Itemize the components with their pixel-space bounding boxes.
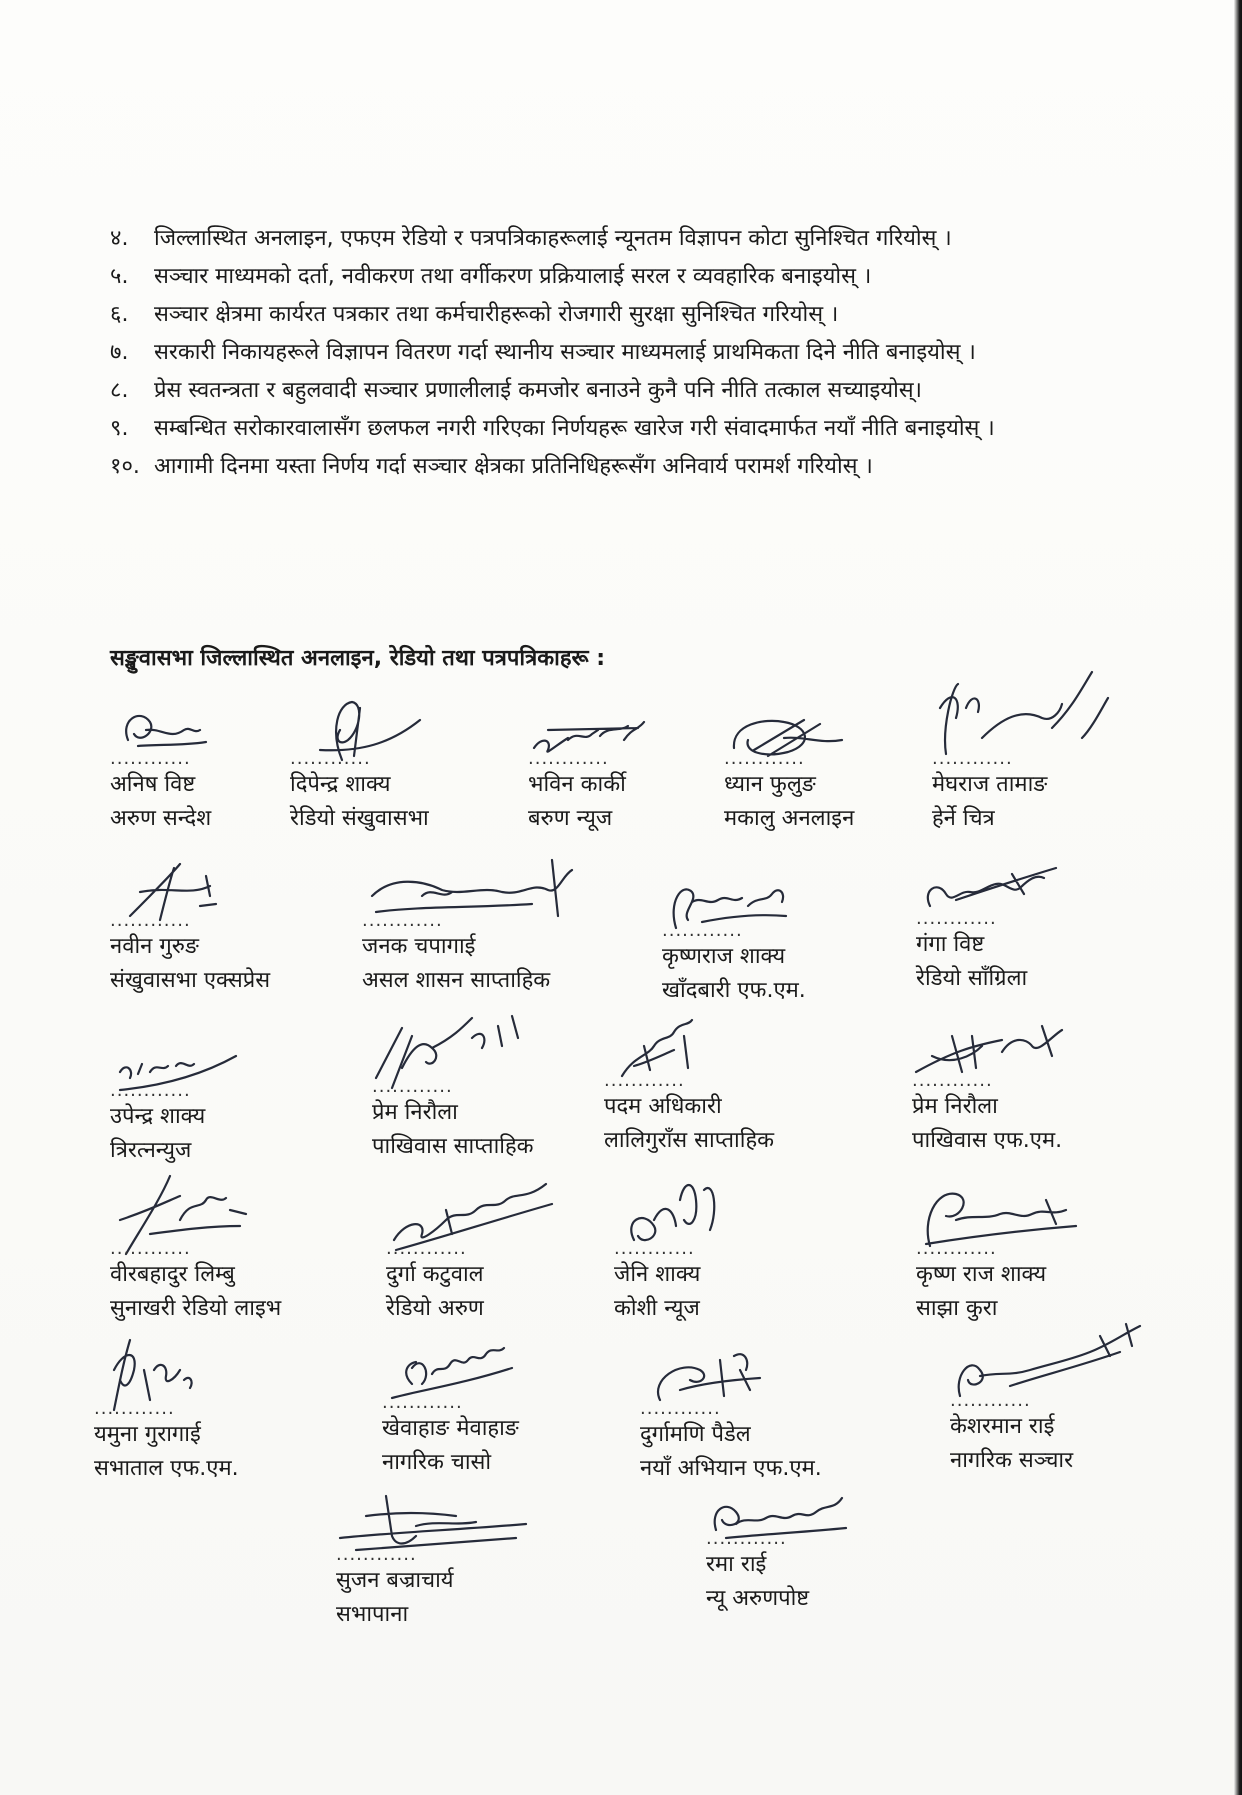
signatory-name: कृष्ण राज शाक्य <box>916 1262 1047 1287</box>
signatory-outlet: त्रिरत्नन्युज <box>110 1138 192 1163</box>
signatory-name: पदम अधिकारी <box>604 1094 722 1119</box>
demand-number: ९. <box>110 416 129 441</box>
signatory-name: खेवाहाङ मेवाहाङ <box>382 1416 519 1441</box>
signature-line: ............ <box>372 1076 453 1097</box>
signatories-heading: सङ्खुवासभा जिल्लास्थित अनलाइन, रेडियो तथा पत्रपत्रिकाहरू : <box>110 646 606 671</box>
demand-text: सञ्चार माध्यमको दर्ता, नवीकरण तथा वर्गीकरण प्रक्रियालाई सरल र व्यवहारिक बनाइयोस् । <box>154 264 872 289</box>
signatory-name: गंगा विष्ट <box>916 932 985 957</box>
signature-line: ............ <box>110 910 191 931</box>
signature-block <box>336 1476 576 1632</box>
signatory-outlet: अरुण सन्देश <box>110 806 212 831</box>
signature-block <box>724 700 964 836</box>
signatory-name: वीरबहादुर लिम्बु <box>110 1262 235 1287</box>
signature-line: ............ <box>662 920 743 941</box>
signatory-outlet: रेडियो साँग्रिला <box>916 966 1028 991</box>
signatory-outlet: नागरिक चासो <box>382 1450 492 1475</box>
demand-item <box>110 334 1120 372</box>
signature-block <box>110 856 350 998</box>
signatory-outlet: सुनाखरी रेडियो लाइभ <box>110 1296 282 1321</box>
signature-block <box>290 700 530 836</box>
signatory-name: दुर्गा कटुवाल <box>386 1262 484 1287</box>
signature-block <box>932 668 1172 836</box>
signatory-outlet: साझा कुरा <box>916 1296 998 1321</box>
signature-line: ............ <box>912 1070 993 1091</box>
signatory-name: ध्यान फुलुङ <box>724 772 816 797</box>
signature-block <box>604 1016 844 1158</box>
signature-block <box>110 1170 350 1326</box>
demand-text: आगामी दिनमा यस्ता निर्णय गर्दा सञ्चार क्षेत्रका प्रतिनिधिहरूसँग अनिवार्य परामर्श गरियोस् । <box>154 454 873 479</box>
signatory-outlet: पाखिवास एफ.एम. <box>912 1128 1063 1153</box>
signatory-name: प्रेम निरौला <box>912 1094 998 1119</box>
demand-text: सम्बन्धित सरोकारवालासँग छलफल नगरी गरिएका निर्णयहरू खारेज गरी संवादमार्फत नयाँ नीति बनाइयोस् । <box>154 416 995 441</box>
signature-block <box>916 860 1156 996</box>
scan-edge-shadow <box>1234 0 1242 1795</box>
demand-text: जिल्लास्थित अनलाइन, एफएम रेडियो र पत्रपत्रिकाहरूलाई न्यूनतम विज्ञापन कोटा सुनिश्चित गरियोस् । <box>154 226 952 251</box>
demand-item <box>110 448 1120 486</box>
signature-line: ............ <box>528 748 609 769</box>
signature-block <box>382 1324 622 1480</box>
demand-item <box>110 258 1120 296</box>
signature-block <box>916 1170 1156 1326</box>
signatory-outlet: सभापाना <box>336 1602 409 1627</box>
signatory-outlet: न्यू अरुणपोष्ट <box>706 1586 810 1611</box>
demand-number: ७. <box>110 340 129 365</box>
signature-line: ............ <box>336 1544 417 1565</box>
signature-line: ............ <box>110 1080 191 1101</box>
signature-line: ............ <box>614 1238 695 1259</box>
signatory-name: दिपेन्द्र शाक्य <box>290 772 391 797</box>
signatory-name: मेघराज तामाङ <box>932 772 1048 797</box>
demand-number: ६. <box>110 302 129 327</box>
signature-line: ............ <box>386 1238 467 1259</box>
signatory-name: नवीन गुरुङ <box>110 934 199 959</box>
signatory-name: जनक चपागाई <box>362 934 476 959</box>
demands-list <box>110 220 1120 486</box>
signature-line: ............ <box>110 748 191 769</box>
demand-number: १०. <box>110 454 140 479</box>
signatory-name: उपेन्द्र शाक्य <box>110 1104 206 1129</box>
signature-line: ............ <box>916 908 997 929</box>
signatory-name: दुर्गामणि पैडेल <box>640 1422 751 1447</box>
signatory-name: यमुना गुरागाई <box>94 1422 201 1447</box>
demand-item <box>110 296 1120 334</box>
demand-item <box>110 372 1120 410</box>
signatory-outlet: रेडियो अरुण <box>386 1296 484 1321</box>
signature-line: ............ <box>706 1528 787 1549</box>
demand-number: ८. <box>110 378 129 403</box>
demand-number: ५. <box>110 264 129 289</box>
signature-block <box>912 1016 1152 1158</box>
signatory-name: कृष्णराज शाक्य <box>662 944 786 969</box>
signature-line: ............ <box>950 1390 1031 1411</box>
signatory-outlet: मकालु अनलाइन <box>724 806 855 831</box>
signatory-name: भविन कार्की <box>528 772 626 797</box>
signatory-name: प्रेम निरौला <box>372 1100 458 1125</box>
signatory-outlet: बरुण न्यूज <box>528 806 613 831</box>
signatory-outlet: रेडियो संखुवासभा <box>290 806 429 831</box>
demand-item <box>110 410 1120 448</box>
signature-block <box>706 1480 946 1616</box>
signatory-outlet: संखुवासभा एक्सप्रेस <box>110 968 271 993</box>
demand-text: प्रेस स्वतन्त्रता र बहुलवादी सञ्चार प्रणालीलाई कमजोर बनाउने कुनै पनि नीति तत्काल सच्याइयोस्। <box>154 378 923 403</box>
signature-block <box>110 1036 350 1168</box>
signature-line: ............ <box>362 910 443 931</box>
signatory-name: केशरमान राई <box>950 1414 1055 1439</box>
signatory-outlet: नयाँ अभियान एफ.एम. <box>640 1456 822 1481</box>
signatory-outlet: असल शासन साप्ताहिक <box>362 968 551 993</box>
signatory-outlet: लालिगुराँस साप्ताहिक <box>604 1128 775 1153</box>
signatory-name: अनिष विष्ट <box>110 772 196 797</box>
signatory-outlet: हेर्ने चित्र <box>932 806 995 831</box>
signature-line: ............ <box>724 748 805 769</box>
signatory-name: जेनि शाक्य <box>614 1262 701 1287</box>
signatory-outlet: पाखिवास साप्ताहिक <box>372 1134 534 1159</box>
demand-text: सञ्चार क्षेत्रमा कार्यरत पत्रकार तथा कर्मचारीहरूको रोजगारी सुरक्षा सुनिश्चित गरियोस् । <box>154 302 839 327</box>
signatory-name: सुजन बज्राचार्य <box>336 1568 454 1593</box>
signature-block <box>614 1170 854 1326</box>
signatory-outlet: कोशी न्यूज <box>614 1296 700 1321</box>
signatory-outlet: खाँदबारी एफ.एम. <box>662 978 806 1003</box>
signature-block <box>94 1330 334 1486</box>
signatory-name: रमा राई <box>706 1552 767 1577</box>
signatory-outlet: नागरिक सञ्चार <box>950 1448 1074 1473</box>
signature-line: ............ <box>916 1238 997 1259</box>
demand-text: सरकारी निकायहरूले विज्ञापन वितरण गर्दा स्थानीय सञ्चार माध्यमलाई प्राथमिकता दिने नीति बनाइयोस् । <box>154 340 976 365</box>
demand-item <box>110 220 1120 258</box>
signature-block <box>640 1330 880 1486</box>
signature-block <box>662 872 902 1008</box>
signatory-outlet: सभाताल एफ.एम. <box>94 1456 239 1481</box>
signature-line: ............ <box>290 748 371 769</box>
signature-line: ............ <box>932 748 1013 769</box>
signature-line: ............ <box>382 1392 463 1413</box>
signature-block <box>372 1008 612 1164</box>
signature-line: ............ <box>640 1398 721 1419</box>
signature-line: ............ <box>94 1398 175 1419</box>
signature-block <box>362 856 602 998</box>
signature-block <box>950 1316 1190 1478</box>
signature-block <box>386 1170 626 1326</box>
demand-number: ४. <box>110 226 129 251</box>
signature-line: ............ <box>604 1070 685 1091</box>
signature-line: ............ <box>110 1238 191 1259</box>
